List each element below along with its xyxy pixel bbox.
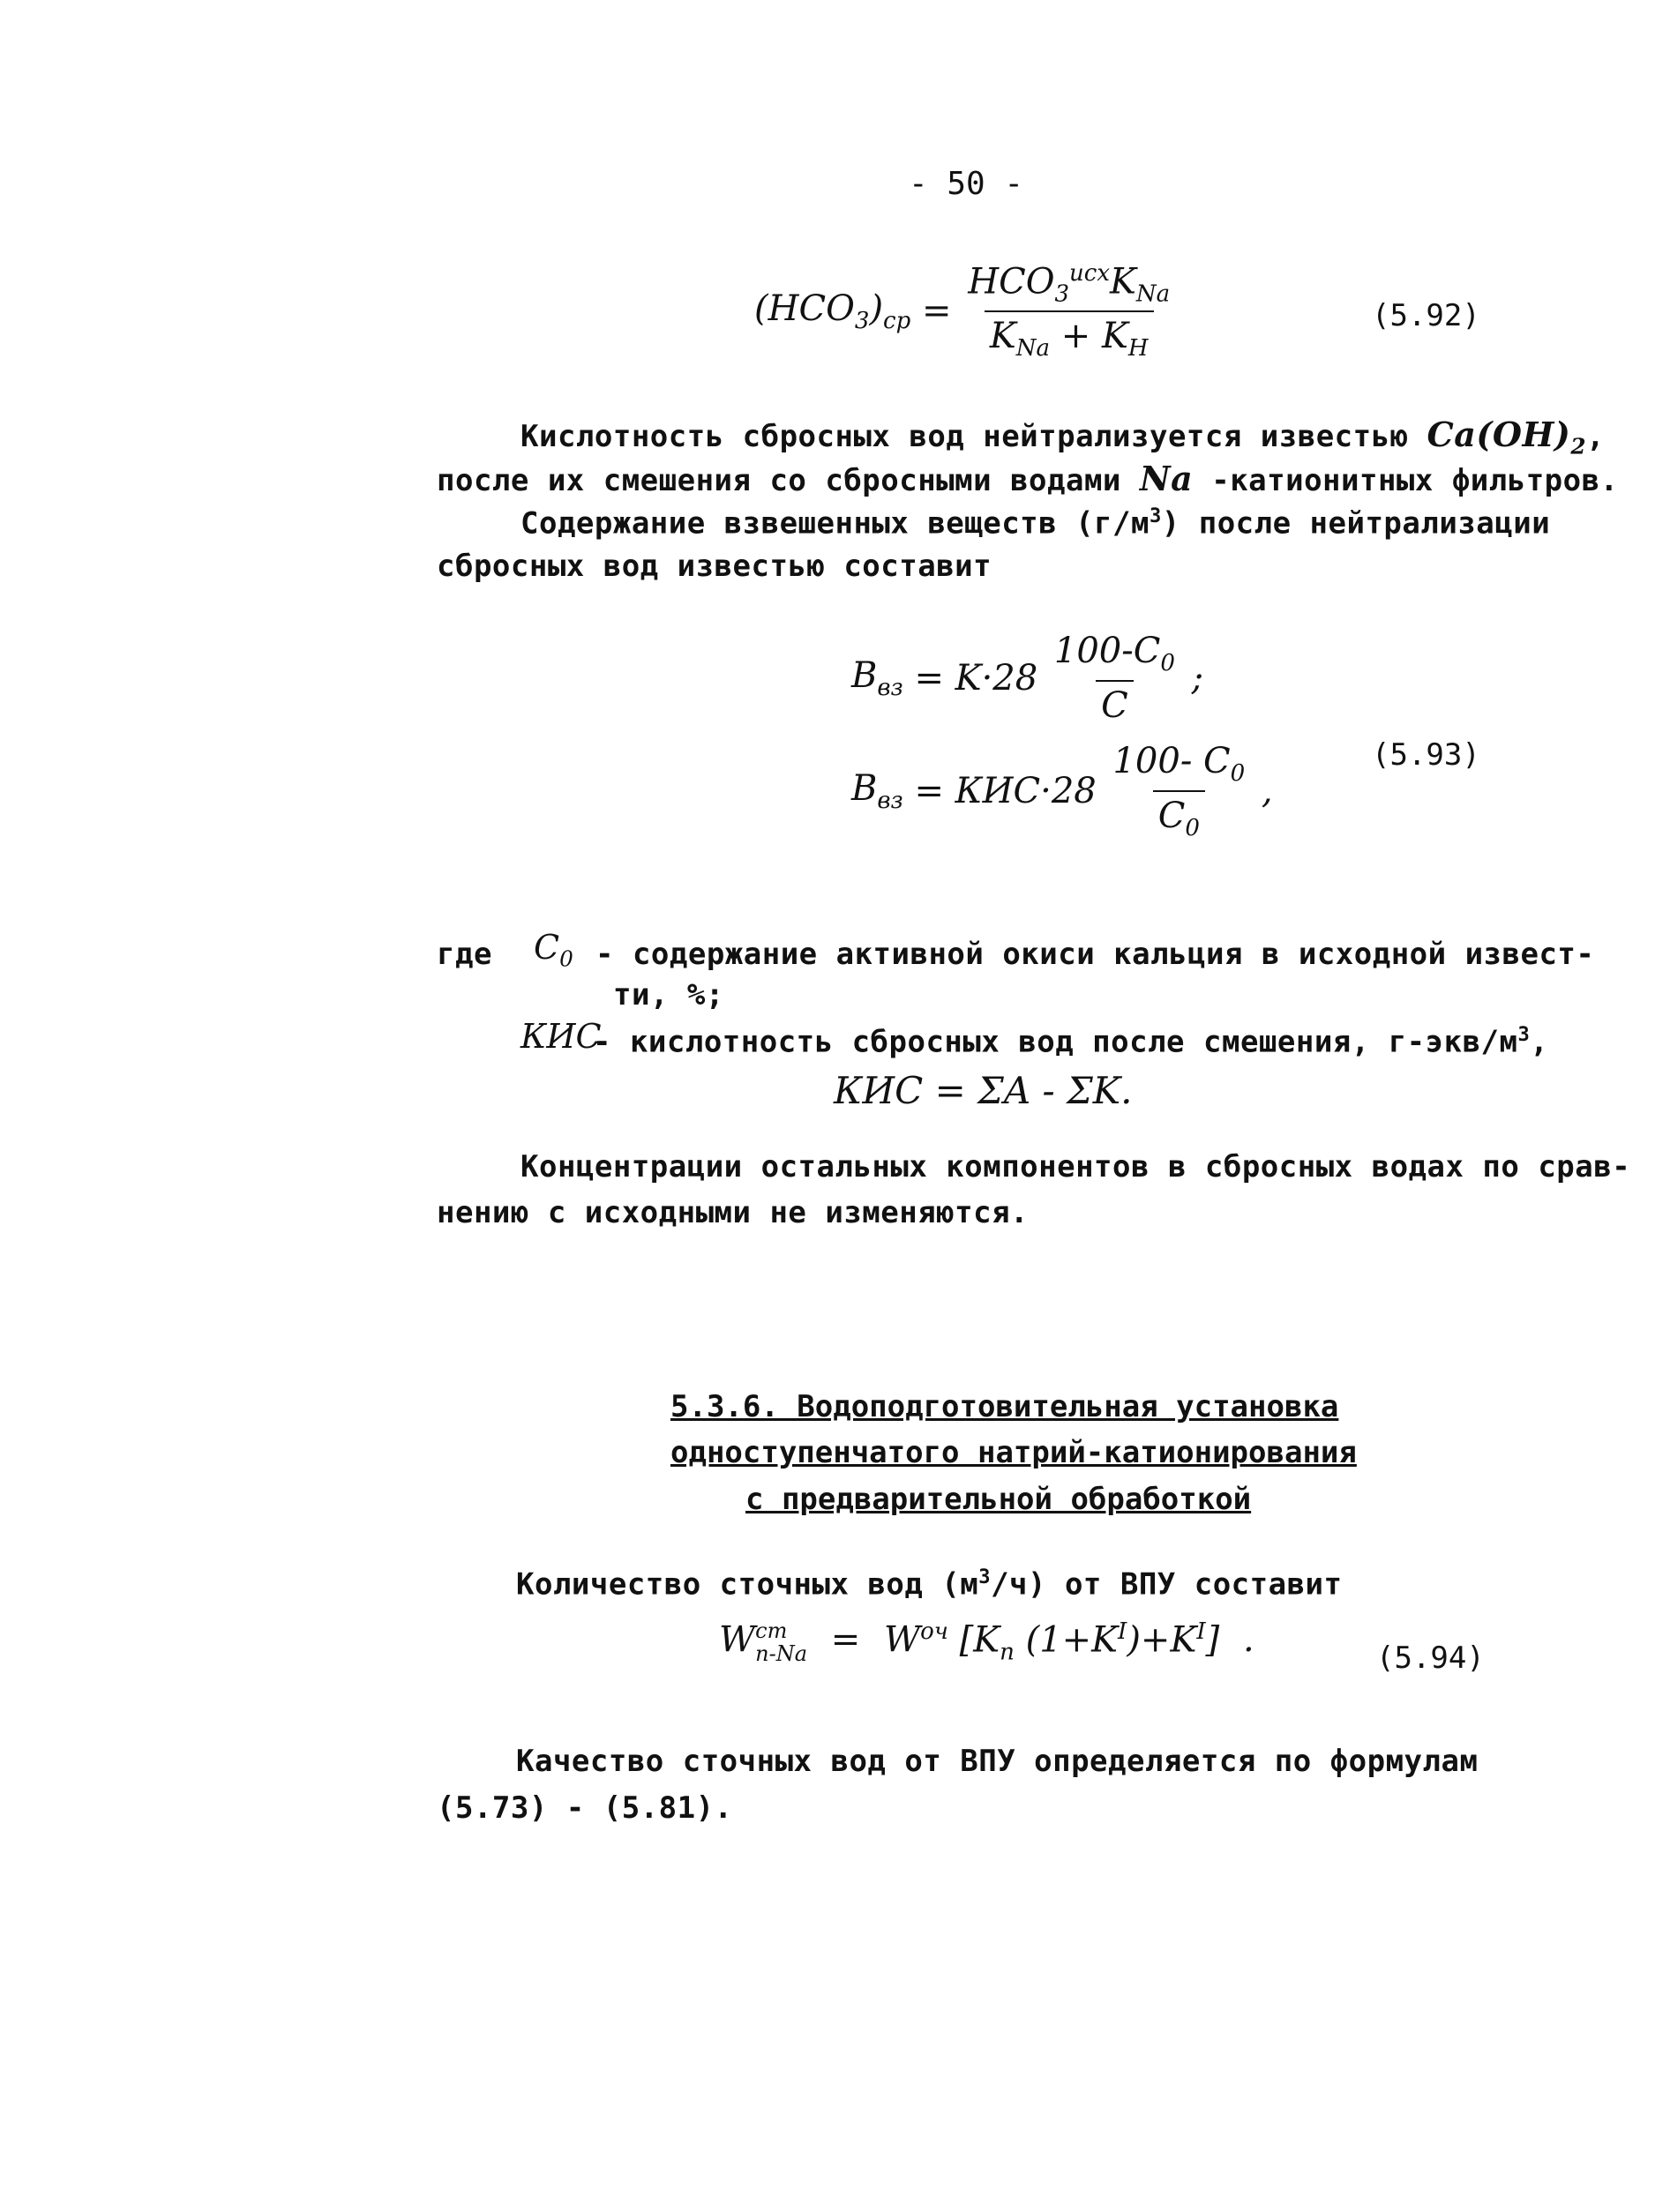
paragraph-concentrations-line1: Концентрации остальных компонентов в сбросных водах по срав-	[520, 1149, 1631, 1184]
paragraph-quality-line1: Качество сточных вод от ВПУ определяется по формулам	[516, 1744, 1479, 1779]
eq-5-92-equals: =	[921, 290, 952, 332]
eq-5-92-fraction	[962, 260, 1175, 362]
eq-5-92-numerator: $HCO_3^{исх}K_{Na}$	[968, 260, 1171, 308]
paragraph-neutralization-line1: Кислотность сбросных вод нейтрализуется известью $Ca(OH)_2$,	[520, 415, 1606, 460]
eq-5-92-denominator: $K_{Na} + K_H$	[985, 310, 1154, 362]
where-kis-symbol: КИС	[520, 1017, 602, 1056]
equation-number-5-92: (5.92)	[1372, 298, 1480, 333]
where-c0-symbol: $C_0$	[534, 928, 573, 972]
eq-5-93-fraction-1: $\frac{100-C_0}{C}$	[1053, 631, 1175, 726]
eq-5-92-lhs: $(HCO_3)_{cp}$	[754, 288, 911, 334]
eq-5-93-fraction-2: $\frac{100- C_0}{C_0}$	[1112, 741, 1246, 841]
paragraph-suspended-line2: сбросных вод известью составит	[437, 549, 992, 584]
equation-5-92	[754, 260, 1175, 362]
equation-number-5-94: (5.94)	[1376, 1640, 1485, 1676]
paragraph-neutralization-line2: после их смешения со сбросными водами Na -катионитных фильтров.	[437, 459, 1619, 498]
paragraph-suspended-line1: Содержание взвешенных веществ $(г/м^3)$ после нейтрализации	[520, 504, 1551, 542]
paragraph-quality-line2: (5.73) - (5.81).	[437, 1790, 733, 1826]
section-heading-line3: с предварительной обработкой	[745, 1482, 1252, 1517]
kis-formula: КИС = ΣA - ΣK.	[834, 1069, 1133, 1112]
equation-5-94: W ст п-Na = $W^{оч}$ [$K_п$ $(1+K^I)+K^I$] .	[719, 1618, 1254, 1667]
where-kis-definition: - кислотность сбросных вод после смешения, $г-экв/м^3$,	[593, 1023, 1549, 1060]
where-label: где	[437, 937, 492, 972]
paragraph-wastewater-quantity: Количество сточных вод $(м^3/ч)$ от ВПУ составит	[516, 1566, 1343, 1603]
where-c0-definition: - содержание активной окиси кальция в исходной извест-	[595, 937, 1595, 972]
section-heading-line2: одноступенчатого натрий-катионирования	[670, 1435, 1357, 1470]
section-heading-line1: 5.3.6. Водоподготовительная установка	[670, 1389, 1339, 1424]
page-number: - 50 -	[909, 166, 1024, 202]
where-c0-definition-cont: ти, %;	[613, 977, 724, 1013]
equation-5-93-line2: $B_{вз} = КИС\cdot 28$ $\frac{100- C_0}{C_0}$ ,	[851, 741, 1273, 841]
equation-5-93-line1: $B_{вз} = K\cdot 28$ $\frac{100-C_0}{C}$ ;	[851, 631, 1204, 726]
equation-number-5-93: (5.93)	[1372, 737, 1480, 773]
paragraph-concentrations-line2: нению с исходными не изменяются.	[437, 1195, 1030, 1230]
